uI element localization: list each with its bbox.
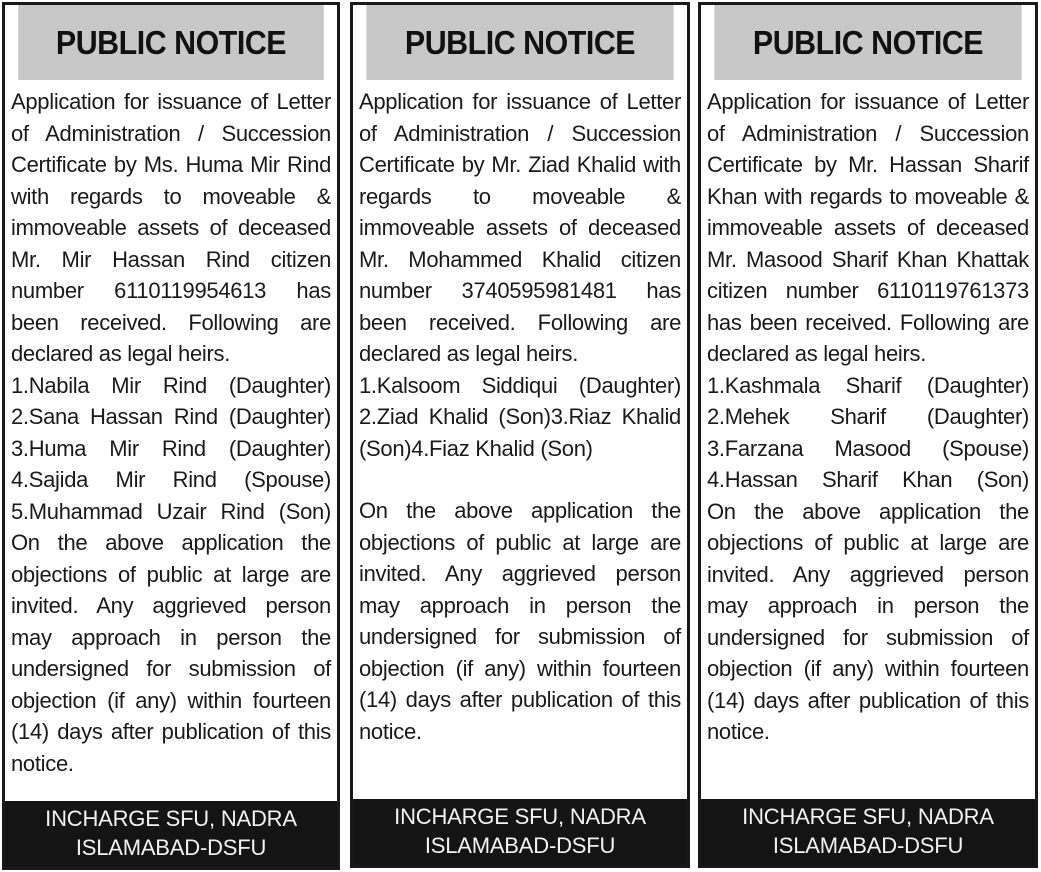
notice-intro: Application for issuance of Letter of Administration / Succession Certificate by Mr. Ziad Khalid with regards to moveable & immoveable assets of deceased Mr. Mohammed Khalid citizen number 3740595981481 has been received. Following are declared as legal heirs. (359, 89, 681, 366)
notice-closing: On the above application the objections of public at large are invited. Any aggrieved person may approach in person the undersigned for submission of objection (if any) within fourteen (14) days after publication of this notice. (359, 498, 681, 744)
footer-line-2: ISLAMABAD-DSFU (772, 833, 964, 858)
legal-heirs-list: 1.Kalsoom Siddiqui (Daughter) 2.Ziad Khalid (Son)3.Riaz Khalid (Son)4.Fiaz Khalid (Son) (359, 372, 681, 461)
heir-item: 4.Sajida Mir Rind (Spouse) (11, 467, 331, 492)
heir-item: 3.Huma Mir Rind (Daughter) (11, 435, 331, 461)
notice-intro: Application for issuance of Letter of Administration / Succession Certificate by Ms. Huma Mir Rind with regards to moveable & immoveable assets of deceased Mr. Mir Hassan Rind citizen number 6110119954613 has been received. Following are declared as legal heirs. (11, 89, 331, 366)
notice-body (353, 80, 687, 799)
notice-title: PUBLIC NOTICE (714, 5, 1021, 80)
heir-item: 5.Muhammad Uzair Rind (Son) (11, 498, 331, 524)
public-notice-3 (698, 2, 1038, 868)
heir-item: 4.Hassan Sharif Khan (Son) (707, 467, 1029, 492)
footer-line-2: ISLAMABAD-DSFU (75, 835, 267, 860)
notice-body (701, 80, 1035, 799)
footer-line-1: INCHARGE SFU, NADRA (394, 804, 646, 829)
notice-footer (701, 799, 1035, 865)
notice-closing: On the above application the objections of public at large are invited. Any aggrieved person may approach in person the undersigned for submission of objection (if any) within fourteen (14) days after publication of this notice. (707, 498, 1029, 744)
notice-title: PUBLIC NOTICE (18, 5, 323, 80)
public-notice-2 (350, 2, 690, 868)
notice-body (5, 80, 337, 801)
legal-heirs-list (707, 370, 1029, 496)
heir-item: 2.Mehek Sharif (Daughter) (707, 404, 1029, 429)
footer-line-1: INCHARGE SFU, NADRA (45, 806, 297, 831)
notice-footer (5, 801, 337, 867)
heir-item: 1.Kashmala Sharif (Daughter) (707, 372, 1029, 398)
heir-item: 2.Sana Hassan Rind (Daughter) (11, 404, 331, 429)
notice-footer (353, 799, 687, 865)
notice-intro: Application for issuance of Letter of Administration / Succession Certificate by Mr. Hassan Sharif Khan with regards to moveable & immoveable assets of deceased Mr. Masood Sharif Khan Khattak citizen number 6110119761373 has been received. Following are declared as legal heirs. (707, 89, 1029, 366)
paragraph-spacer (359, 464, 681, 495)
legal-heirs-list (11, 370, 331, 528)
heir-item: 3.Farzana Masood (Spouse) (707, 435, 1029, 461)
notice-closing: On the above application the objections of public at large are invited. Any aggrieved person may approach in person the undersigned for submission of objection (if any) within fourteen (14) days after publication of this notice. (11, 530, 331, 776)
footer-line-2: ISLAMABAD-DSFU (424, 833, 616, 858)
footer-line-1: INCHARGE SFU, NADRA (742, 804, 994, 829)
public-notice-1 (2, 2, 340, 870)
heir-item: 1.Nabila Mir Rind (Daughter) (11, 372, 331, 398)
notice-title: PUBLIC NOTICE (366, 5, 673, 80)
